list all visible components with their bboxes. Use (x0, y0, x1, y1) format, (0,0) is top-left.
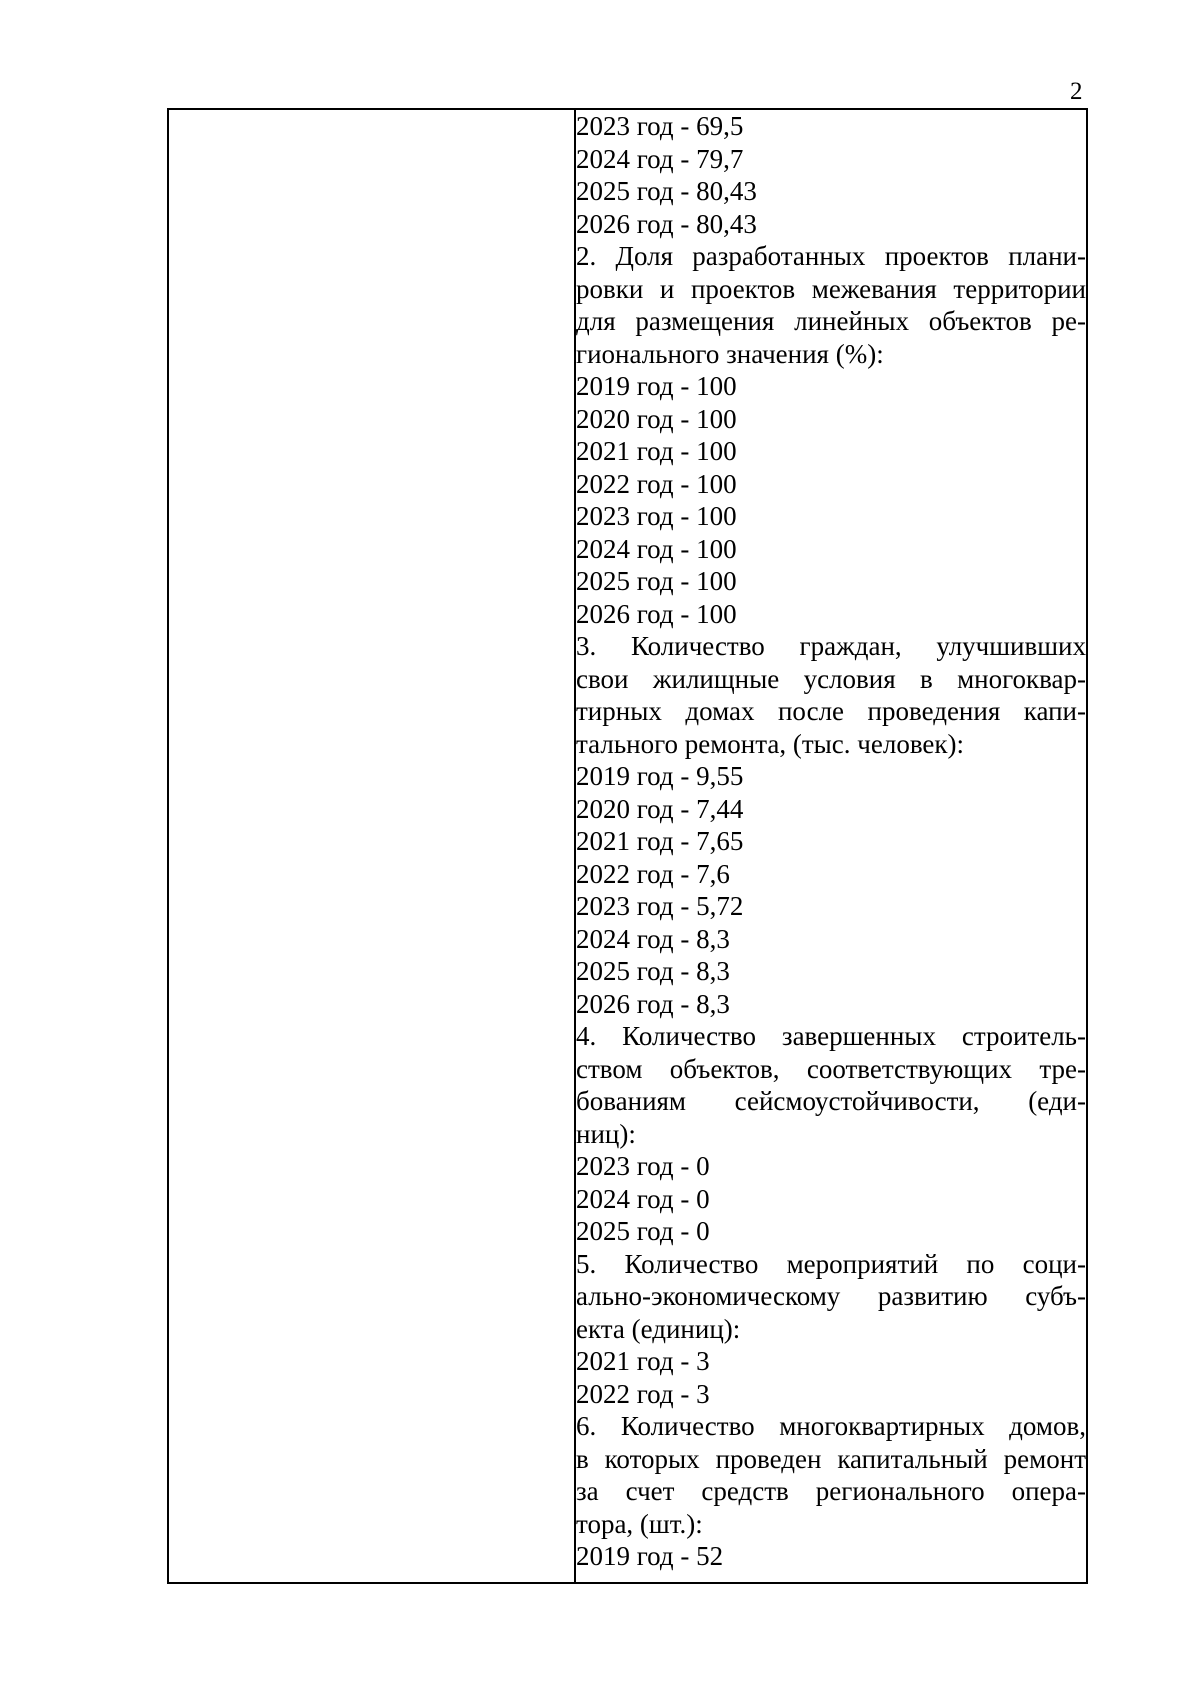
text-line: 2026 год - 8,3 (576, 988, 730, 1019)
indicators-table (167, 108, 1088, 1584)
text-line: 2024 год - 8,3 (576, 923, 730, 954)
text-line: 2025 год - 8,3 (576, 956, 730, 986)
text-line: за счет средств регионального опера- (576, 1476, 1086, 1506)
text-line: 2. Доля разработанных проектов плани- (576, 241, 1086, 271)
text-line: 2023 год - 5,72 (576, 891, 744, 921)
text-line: 2024 год - 100 (576, 533, 737, 564)
text-line: ровки и проектов межевания территории (576, 273, 1086, 304)
page-number: 2 (1070, 78, 1083, 105)
text-line: 2019 год - 9,55 (576, 761, 744, 791)
text-line: 2023 год - 100 (576, 501, 737, 531)
text-line: 2026 год - 80,43 (576, 208, 757, 239)
text-line: 6. Количество многоквартирных домов, (576, 1411, 1086, 1441)
text-line: 5. Количество мероприятий по соци- (576, 1248, 1086, 1279)
text-line: тирных домах после проведения капи- (576, 696, 1086, 726)
left-cell (168, 109, 575, 1583)
text-line: 2022 год - 3 (576, 1378, 710, 1409)
text-line: тального ремонта, (тыс. человек): (576, 728, 965, 759)
right-cell (575, 109, 1087, 1583)
text-line: 2025 год - 0 (576, 1216, 710, 1246)
indicators-text (576, 110, 1086, 1573)
text-line: 2024 год - 79,7 (576, 143, 744, 174)
text-line: 2019 год - 52 (576, 1541, 724, 1571)
text-line: 3. Количество граждан, улучшивших (576, 631, 1086, 661)
text-line: 2020 год - 100 (576, 403, 737, 434)
text-line: 2019 год - 100 (576, 371, 737, 401)
text-line: 2025 год - 80,43 (576, 176, 757, 206)
text-line: 2023 год - 69,5 (576, 111, 744, 141)
text-line: 2020 год - 7,44 (576, 793, 744, 824)
table-row (168, 109, 1087, 1583)
text-line: 2023 год - 0 (576, 1151, 710, 1181)
text-line: 2021 год - 3 (576, 1346, 710, 1376)
text-line: 2025 год - 100 (576, 566, 737, 596)
text-line: для размещения линейных объектов ре- (576, 306, 1086, 336)
text-line: 2024 год - 0 (576, 1183, 710, 1214)
text-line: гионального значения (%): (576, 338, 884, 369)
text-line: тора, (шт.): (576, 1508, 703, 1539)
text-line: 2022 год - 100 (576, 468, 737, 499)
text-line: ально-экономическому развитию субъ- (576, 1281, 1086, 1311)
text-line: 2026 год - 100 (576, 598, 737, 629)
text-line: ством объектов, соответствующих тре- (576, 1053, 1086, 1084)
text-line: 2021 год - 100 (576, 436, 737, 466)
text-line: ниц): (576, 1118, 636, 1149)
text-line: 2021 год - 7,65 (576, 826, 744, 856)
text-line: 2022 год - 7,6 (576, 858, 730, 889)
text-line: 4. Количество завершенных строитель- (576, 1021, 1086, 1051)
text-line: свои жилищные условия в многоквар- (576, 663, 1086, 694)
text-line: в которых проведен капитальный ремонт (576, 1443, 1086, 1474)
text-line: екта (единиц): (576, 1313, 741, 1344)
text-line: бованиям сейсмоустойчивости, (еди- (576, 1086, 1086, 1116)
